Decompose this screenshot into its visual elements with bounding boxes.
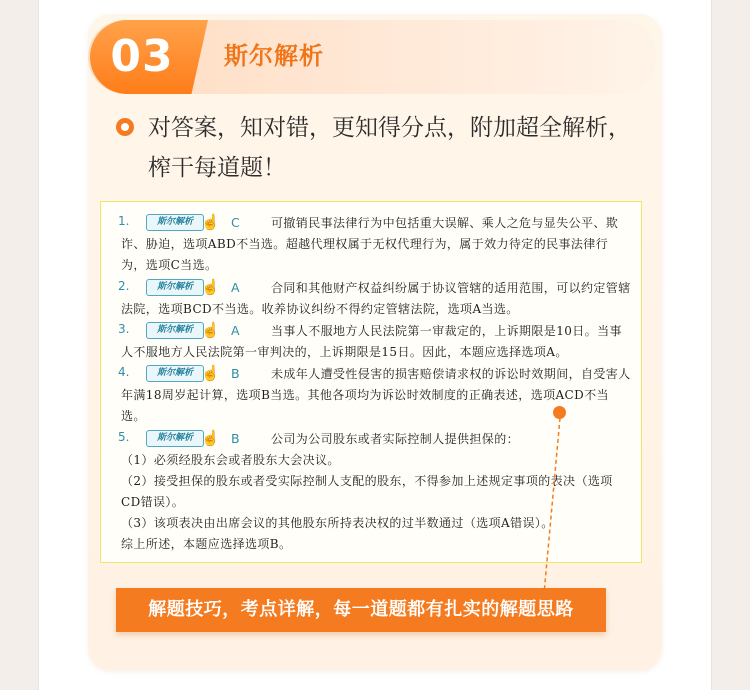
entry-subline: 综上所述，本题应选择选项B。 <box>121 537 292 551</box>
entry-text: 可撤销民事法律行为中包括重大误解、乘人之危与显失公平、欺诈、胁迫，选项ABD不当选。超越代理权属于无权代理行为，属于效力待定的民事法律行为，选项C当选。 <box>121 216 619 272</box>
analysis-tag: 斯尔解析 <box>146 279 204 296</box>
thumbs-up-icon: ☝ <box>201 429 220 447</box>
callout-dot-icon <box>553 406 566 419</box>
callout-connector <box>542 418 566 594</box>
thumbs-up-icon: ☝ <box>201 213 220 231</box>
entry-text: 公司为公司股东或者实际控制人提供担保的： <box>271 432 520 446</box>
thumbs-up-icon: ☝ <box>201 278 220 296</box>
entry-number: 1. <box>118 214 130 228</box>
analysis-tag: 斯尔解析 <box>146 430 204 447</box>
entry-number: 2. <box>118 279 130 293</box>
section-title: 斯尔解析 <box>224 42 324 70</box>
entry-number: 3. <box>118 322 130 336</box>
section-number: 03 <box>110 31 174 82</box>
analysis-tag: 斯尔解析 <box>146 365 204 382</box>
entry-text: 未成年人遭受性侵害的损害赔偿请求权的诉讼时效期间，自受害人年满18周岁起计算，选项B当选。其他各项均为诉讼时效制度的正确表述，选项ACD不当选。 <box>121 367 631 423</box>
entry-answer: A <box>231 323 240 338</box>
highlight-banner: 解题技巧，考点详解，每一道题都有扎实的解题思路 <box>116 588 606 632</box>
entry-subline: （2）接受担保的股东或者受实际控制人支配的股东，不得参加上述规定事项的表决（选项CD错误）。 <box>121 474 613 509</box>
entry-answer: C <box>231 215 240 230</box>
thumbs-up-icon: ☝ <box>201 364 220 382</box>
entry-text: 当事人不服地方人民法院第一审裁定的，上诉期限是10日。当事人不服地方人民法院第一审判决的，上诉期限是15日。因此，本题应选择选项A。 <box>121 324 622 359</box>
analysis-tag: 斯尔解析 <box>146 214 204 231</box>
entry-number: 4. <box>118 365 130 379</box>
entry-subline: （1）必须经股东会或者股东大会决议。 <box>121 453 340 467</box>
thumbs-up-icon: ☝ <box>201 321 220 339</box>
entry-subline: （3）该项表决由出席会议的其他股东所持表决权的过半数通过（选项A错误）。 <box>121 516 554 530</box>
intro-text: 对答案，知对错，更知得分点，附加超全解析，榨干每道题！ <box>148 115 631 181</box>
bullet-dot-icon <box>116 118 134 136</box>
entry-number: 5. <box>118 430 130 444</box>
analysis-tag: 斯尔解析 <box>146 322 204 339</box>
entry-answer: A <box>231 280 240 295</box>
entry-text: 合同和其他财产权益纠纷属于协议管辖的适用范围，可以约定管辖法院，选项BCD不当选。收养协议纠纷不得约定管辖法院，选项A当选。 <box>121 281 631 316</box>
entry-answer: B <box>231 366 240 381</box>
entry-answer: B <box>231 431 240 446</box>
